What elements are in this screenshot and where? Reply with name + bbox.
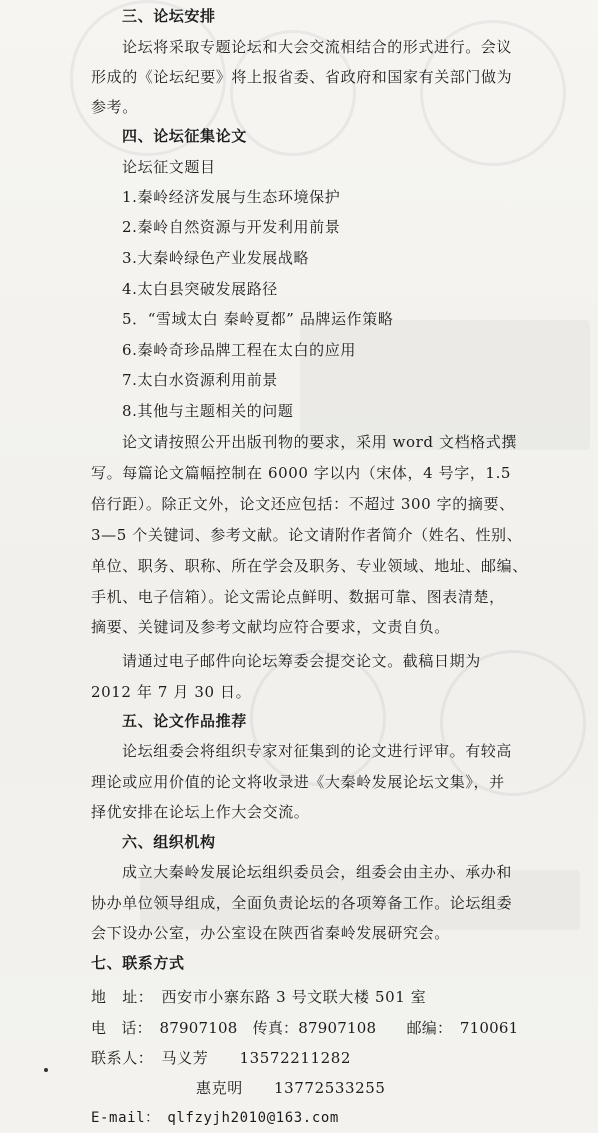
- section-3-text-line: 参考。: [91, 98, 138, 116]
- section-6-text-line: 会下设办公室，办公室设在陕西省秦岭发展研究会。: [91, 924, 450, 942]
- section-5-text-line: 择优安排在论坛上作大会交流。: [91, 803, 310, 821]
- contact-address: 地 址： 西安市小寨东路 3 号文联大楼 501 室: [91, 988, 427, 1006]
- contact-email: E-mail： qlfzyjh2010@163.com: [91, 1110, 339, 1126]
- requirements-line: 写。每篇论文篇幅控制在 6000 字以内（宋体，4 号字，1.5: [91, 464, 512, 482]
- stray-mark: [44, 1068, 48, 1072]
- section-3-title: 三、论坛安排: [122, 7, 216, 25]
- topic-item: 8.其他与主题相关的问题: [122, 402, 294, 420]
- section-3-text-line: 形成的《论坛纪要》将上报省委、省政府和国家有关部门做为: [91, 68, 513, 86]
- topic-item: 2.秦岭自然资源与开发利用前景: [122, 218, 341, 236]
- section-4-title: 四、论坛征集论文: [122, 127, 247, 145]
- submission-line: 请通过电子邮件向论坛筹委会提交论文。截稿日期为: [122, 652, 481, 670]
- section-5-text-line: 理论或应用价值的论文将收录进《大秦岭发展论坛文集》，并: [91, 773, 505, 791]
- section-3-text-line: 论坛将采取专题论坛和大会交流相结合的形式进行。会议: [122, 38, 513, 56]
- requirements-line: 单位、职务、职称、所在学会及职务、专业领域、地址、邮编、: [91, 557, 528, 575]
- topics-subtitle: 论坛征文题目: [122, 158, 216, 176]
- topic-item: 5．“雪域太白 秦岭夏都” 品牌运作策略: [122, 310, 394, 328]
- topic-item: 6.秦岭奇珍品牌工程在太白的应用: [122, 341, 356, 359]
- requirements-line: 论文请按照公开出版刊物的要求，采用 word 文档格式撰: [122, 433, 517, 451]
- section-6-text-line: 成立大秦岭发展论坛组织委员会，组委会由主办、承办和: [122, 863, 513, 881]
- requirements-line: 3—5 个关键词、参考文献。论文请附作者简介（姓名、性别、: [91, 526, 523, 544]
- section-6-text-line: 协办单位领导组成，全面负责论坛的各项筹备工作。论坛组委: [91, 894, 513, 912]
- requirements-line: 摘要、关键词及参考文献均应符合要求，文责自负。: [91, 618, 450, 636]
- contact-person-2: 惠克明 13772533255: [196, 1079, 386, 1097]
- contact-phone: 电 话： 87907108 传真：87907108 邮编： 710061: [91, 1019, 519, 1037]
- section-6-title: 六、组织机构: [122, 833, 216, 851]
- section-5-title: 五、论文作品推荐: [122, 712, 247, 730]
- submission-line: 2012 年 7 月 30 日。: [91, 683, 252, 701]
- topic-item: 3.大秦岭绿色产业发展战略: [122, 249, 310, 267]
- contact-person-1: 联系人： 马义芳 13572211282: [91, 1049, 352, 1067]
- section-5-text-line: 论坛组委会将组织专家对征集到的论文进行评审。有较高: [122, 742, 513, 760]
- topic-item: 7.太白水资源利用前景: [122, 371, 278, 389]
- requirements-line: 倍行距）。除正文外，论文还应包括：不超过 300 字的摘要、: [91, 495, 515, 513]
- topic-item: 4.太白县突破发展路径: [122, 280, 278, 298]
- requirements-line: 手机、电子信箱）。论文需论点鲜明、数据可靠、图表清楚，: [91, 588, 505, 606]
- topic-item: 1.秦岭经济发展与生态环境保护: [122, 188, 341, 206]
- section-7-title: 七、联系方式: [91, 954, 185, 972]
